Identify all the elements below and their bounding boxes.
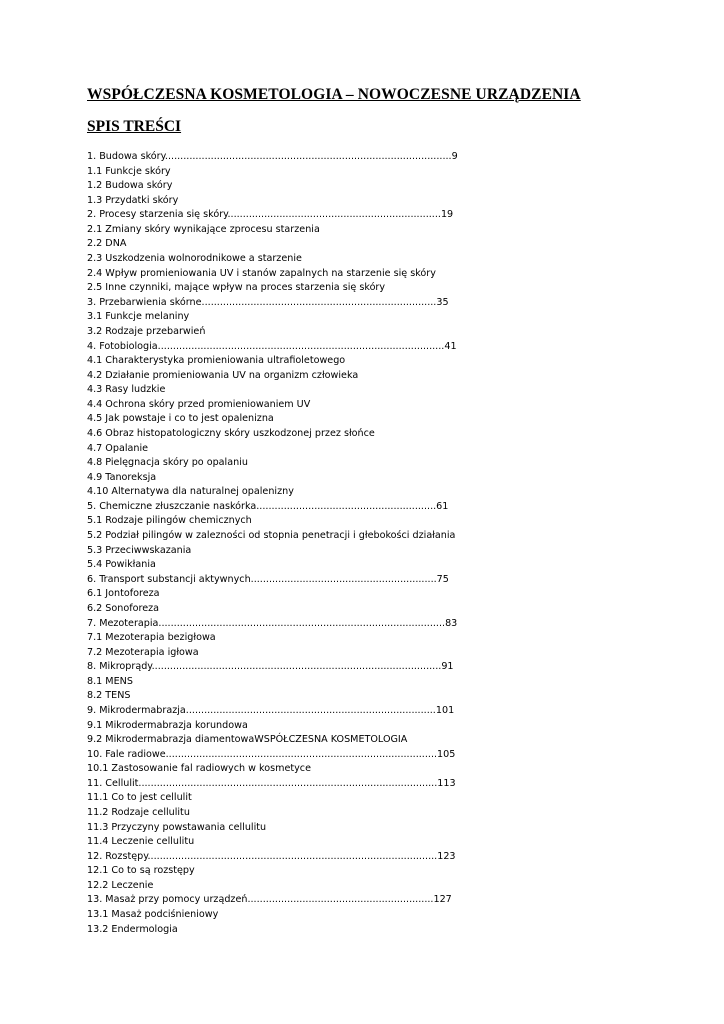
toc-entry: 7.2 Mezoterapia igłowa xyxy=(87,646,199,658)
toc-entry: 13. Masaż przy pomocy urządzeń.............................................................127 xyxy=(87,894,452,906)
toc-entry: 2.5 Inne czynniki, mające wpływ na proces starzenia się skóry xyxy=(87,282,386,294)
toc-entry: 10.1 Zastosowanie fal radiowych w kosmetyce xyxy=(87,763,311,775)
toc-entry: 8.1 MENS xyxy=(87,675,133,687)
toc-entry: 4.2 Działanie promieniowania UV na organizm człowieka xyxy=(87,369,359,381)
toc-entry: 9. Mikrodermabrazja..................................................................................101 xyxy=(87,704,455,716)
toc-entry: 12.2 Leczenie xyxy=(87,879,154,891)
toc-entry: 2.4 Wpływ promieniowania UV i stanów zapalnych na starzenie się skóry xyxy=(87,267,436,279)
toc-entry: 6.2 Sonoforeza xyxy=(87,602,160,614)
toc-entry: 3.2 Rodzaje przebarwień xyxy=(87,325,206,337)
toc-entry: 11.2 Rodzaje cellulitu xyxy=(87,807,190,819)
toc-entry: 11.4 Leczenie cellulitu xyxy=(87,836,195,848)
toc-entry: 4.4 Ochrona skóry przed promieniowaniem UV xyxy=(87,398,311,410)
toc-entry: 7.1 Mezoterapia bezigłowa xyxy=(87,632,216,644)
toc-entry: 12.1 Co to są rozstępy xyxy=(87,865,195,877)
toc-entry: 13.2 Endermologia xyxy=(87,923,178,935)
toc-entry: 1.3 Przydatki skóry xyxy=(87,194,179,206)
toc-entry: 2. Procesy starzenia się skóry......................................................................19 xyxy=(87,209,454,221)
toc-entry: 11.1 Co to jest cellulit xyxy=(87,792,192,804)
toc-entry: 4.1 Charakterystyka promieniowania ultrafioletowego xyxy=(87,355,346,367)
toc-entry: 11. Cellulit..................................................................................................113 xyxy=(87,777,456,789)
toc-entry: 5.3 Przeciwwskazania xyxy=(87,544,192,556)
toc-entry: 9.2 Mikrodermabrazja diamentowaWSPÓŁCZESNA KOSMETOLOGIA xyxy=(87,734,408,746)
table-of-contents-heading: SPIS TREŚCI xyxy=(87,118,182,135)
toc-entry: 4.9 Tanoreksja xyxy=(87,471,157,483)
toc-entry: 2.2 DNA xyxy=(87,238,127,250)
toc-entry: 2.1 Zmiany skóry wynikające zprocesu starzenia xyxy=(87,223,320,235)
toc-entry: 4.6 Obraz histopatologiczny skóry uszkodzonej przez słońce xyxy=(87,427,375,439)
toc-entry: 1.1 Funkcje skóry xyxy=(87,165,171,177)
toc-entry: 4.7 Opalanie xyxy=(87,442,149,454)
toc-entry: 3.1 Funkcje melaniny xyxy=(87,311,190,323)
toc-entry: 3. Przebarwienia skórne.............................................................................35 xyxy=(87,296,449,308)
toc-entry: 4.5 Jak powstaje i co to jest opalenizna xyxy=(87,413,274,425)
toc-entry: 4.8 Pielęgnacja skóry po opalaniu xyxy=(87,457,248,469)
toc-entry: 9.1 Mikrodermabrazja korundowa xyxy=(87,719,248,731)
toc-entry: 12. Rozstępy...............................................................................................123 xyxy=(87,850,456,862)
table-of-contents xyxy=(87,150,458,937)
toc-entry: 4.10 Alternatywa dla naturalnej opalenizny xyxy=(87,486,294,498)
toc-entry: 5. Chemiczne złuszczanie naskórka...........................................................61 xyxy=(87,500,449,512)
toc-entry: 8.2 TENS xyxy=(87,690,131,702)
toc-entry: 7. Mezoterapia..............................................................................................83 xyxy=(87,617,458,629)
toc-entry: 4. Fotobiologia..............................................................................................41 xyxy=(87,340,457,352)
document-title: WSPÓŁCZESNA KOSMETOLOGIA – NOWOCZESNE URZĄDZENIA xyxy=(87,86,581,103)
toc-entry: 11.3 Przyczyny powstawania cellulitu xyxy=(87,821,267,833)
toc-entry: 10. Fale radiowe.........................................................................................105 xyxy=(87,748,456,760)
toc-entry: 2.3 Uszkodzenia wolnorodnikowe a starzenie xyxy=(87,253,302,265)
toc-entry: 1. Budowa skóry..............................................................................................9 xyxy=(87,151,458,162)
toc-entry: 1.2 Budowa skóry xyxy=(87,180,173,192)
toc-entry: 13.1 Masaż podciśnieniowy xyxy=(87,909,219,921)
toc-entry: 5.2 Podział pilingów w zalezności od stopnia penetracji i głebokości działania xyxy=(87,530,456,542)
toc-entry: 8. Mikroprądy...............................................................................................91 xyxy=(87,661,454,673)
toc-entry: 4.3 Rasy ludzkie xyxy=(87,384,166,396)
toc-entry: 6. Transport substancji aktywnych.............................................................75 xyxy=(87,573,449,585)
toc-entry: 5.4 Powikłania xyxy=(87,559,156,571)
toc-entry: 5.1 Rodzaje pilingów chemicznych xyxy=(87,515,252,527)
toc-entry: 6.1 Jontoforeza xyxy=(87,588,160,600)
